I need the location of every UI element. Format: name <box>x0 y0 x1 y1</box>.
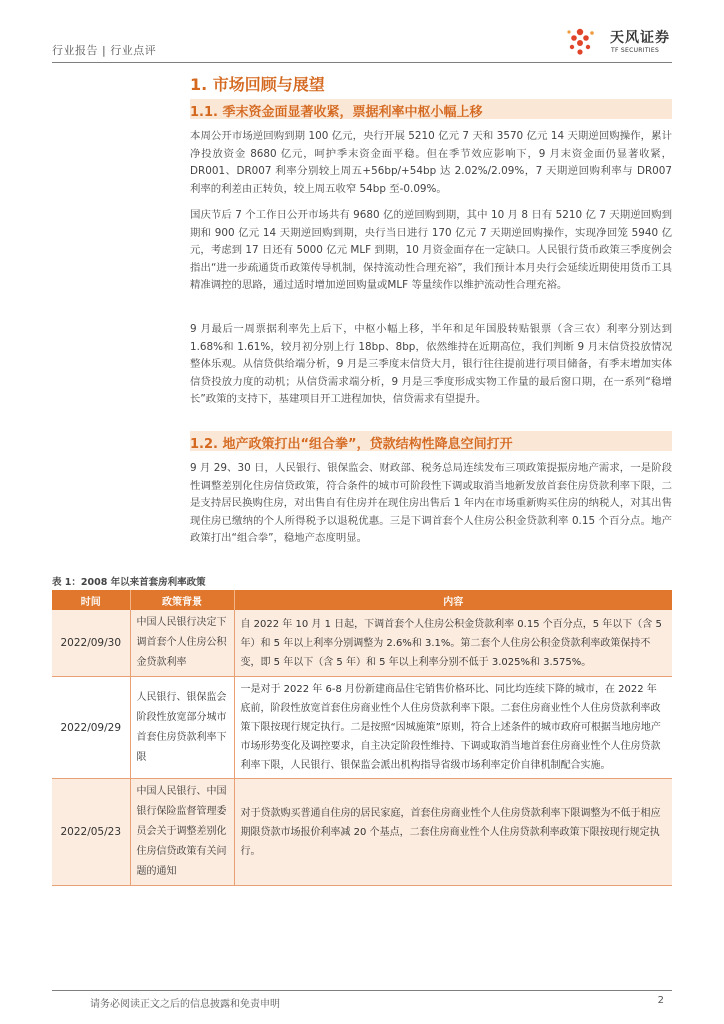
row-date: 2022/09/30 <box>52 610 130 677</box>
footer-divider <box>52 990 672 991</box>
row-background: 中国人民银行决定下调首套个人住房公积金贷款利率 <box>130 610 234 677</box>
column-header-content: 内容 <box>234 590 672 610</box>
footer-disclaimer: 请务必阅读正文之后的信息披露和免责申明 <box>90 999 280 1010</box>
row-content: 一是对于 2022 年 6-8 月份新建商品住宅销售价格环比、同比均连续下降的城市，在 2022 年底前，阶段性放宽首套住房商业性个人住房贷款利率下限。二套住房商业性个人住房贷款利率政策下限按现行规定执行。二是按照“因城施策”原则，符合上述条件的城市政府可根据当地房地产市场形势变化及调控要求，自主决定阶段性维持、下调或取消当地首套住房商业性个人住房贷款利率下限，人民银行、银保监会派出机构指导省级市场利率定价自律机制配合实施。 <box>234 677 672 779</box>
table-caption: 表 1：2008 年以来首套房利率政策 <box>52 577 206 588</box>
subsection-1-title: 1.1. 季末资金面显著收紧，票据利率中枢小幅上移 <box>190 105 483 120</box>
paragraph-open-market: 本周公开市场逆回购到期 100 亿元，央行开展 5210 亿元 7 天和 3570 亿元 14 天期逆回购操作，累计净投放资金 8680 亿元，呵护季末资金面平稳。但在季节效应影响下，9 月末资金面仍显著收紧，DR001、DR007 利率分别较上周五+56bp/+54bp 达 2.02%/2.09%，7 天期逆回购利率与 DR007 利率的利差由正转负，较上周五收窄 54bp 至-0.09%。 <box>190 130 672 195</box>
header-divider <box>52 62 672 63</box>
table-row <box>52 610 672 677</box>
row-date: 2022/05/23 <box>52 779 130 886</box>
page-number: 2 <box>657 995 664 1006</box>
mortgage-rate-policy-table <box>52 590 672 886</box>
row-background: 中国人民银行、中国银行保险监督管理委员会关于调整差别化住房信贷政策有关问题的通知 <box>130 779 234 886</box>
brand-name: 天风证券 <box>610 30 670 46</box>
paragraph-property-policy: 9 月 29、30 日，人民银行、银保监会、财政部、税务总局连续发布三项政策提振房地产需求，一是阶段性调整差别化住房信贷政策，符合条件的城市可阶段性下调或取消当地新发放首套住房贷款利率下限，二是支持居民换购住房，对出售自有住房并在现住房出售后 1 年内在市场重新购买住房的纳税人，对其出售现住房已缴纳的个人所得税予以退税优惠。三是下调首套个人住房公积金贷款利率 0.15 个百分点。地产政策打出“组合拳”，稳地产态度明显。 <box>190 462 672 545</box>
table-row <box>52 677 672 779</box>
column-header-background: 政策背景 <box>130 590 234 610</box>
row-content: 对于贷款购买普通自住房的居民家庭，首套住房商业性个人住房贷款利率下限调整为不低于相应期限贷款市场报价利率减 20 个基点，二套住房商业性个人住房贷款利率政策下限按现行规定执行。 <box>234 779 672 886</box>
table-header-row <box>52 590 672 610</box>
paragraph-bill-rates: 9 月最后一周票据利率先上后下，中枢小幅上移，半年和足年国股转贴银票（含三农）利率分别达到 1.68%和 1.61%，较月初分别上行 18bp、8bp，依然维持在近期高位，我们判断 9 月末信贷投放情况整体乐观。从信贷供给端分析，9 月是三季度末信贷大月，银行往往提前进行项目储备，有季末增加实体信贷投放力度的动机；从信贷需求端分析，9 月是三季度形成实物工作量的最后窗口期，在一系列“稳增长”政策的支持下，基建项目开工进程加快，信贷需求有望提升。 <box>190 323 672 406</box>
brand-name-english: TF SECURITIES <box>611 47 660 54</box>
row-date: 2022/09/29 <box>52 677 130 779</box>
subsection-2-title: 1.2. 地产政策打出“组合拳”，贷款结构性降息空间打开 <box>190 437 513 452</box>
section-title: 1. 市场回顾与展望 <box>190 75 325 94</box>
row-content: 自 2022 年 10 月 1 日起，下调首套个人住房公积金贷款利率 0.15 个百分点，5 年以下（含 5 年）和 5 年以上利率分别调整为 2.6%和 3.1%。第二套个人住房公积金贷款利率政策保持不变，即 5 年以下（含 5 年）和 5 年以上利率分别不低于 3.025%和 3.575%。 <box>234 610 672 677</box>
table-row <box>52 779 672 886</box>
paragraph-liquidity-outlook: 国庆节后 7 个工作日公开市场共有 9680 亿的逆回购到期，其中 10 月 8 日有 5210 亿 7 天期逆回购到期和 900 亿元 14 天期逆回购到期，央行当日进行 170 亿元 7 天期逆回购操作，实现净回笼 5940 亿元，考虑到 17 日还有 5000 亿元 MLF 到期，10 月资金面存在一定缺口。人民银行货币政策三季度例会指出“进一步疏通货币政策传导机制，保持流动性合理充裕”，我们预计本月央行会延续近期使用货币工具精准调控的思路，通过适时增加逆回购量或MLF 等量续作以维护流动性合理充裕。 <box>190 209 672 292</box>
column-header-date: 时间 <box>52 590 130 610</box>
row-background: 人民银行、银保监会阶段性放宽部分城市首套住房贷款利率下限 <box>130 677 234 779</box>
report-category: 行业报告 | 行业点评 <box>52 44 157 57</box>
